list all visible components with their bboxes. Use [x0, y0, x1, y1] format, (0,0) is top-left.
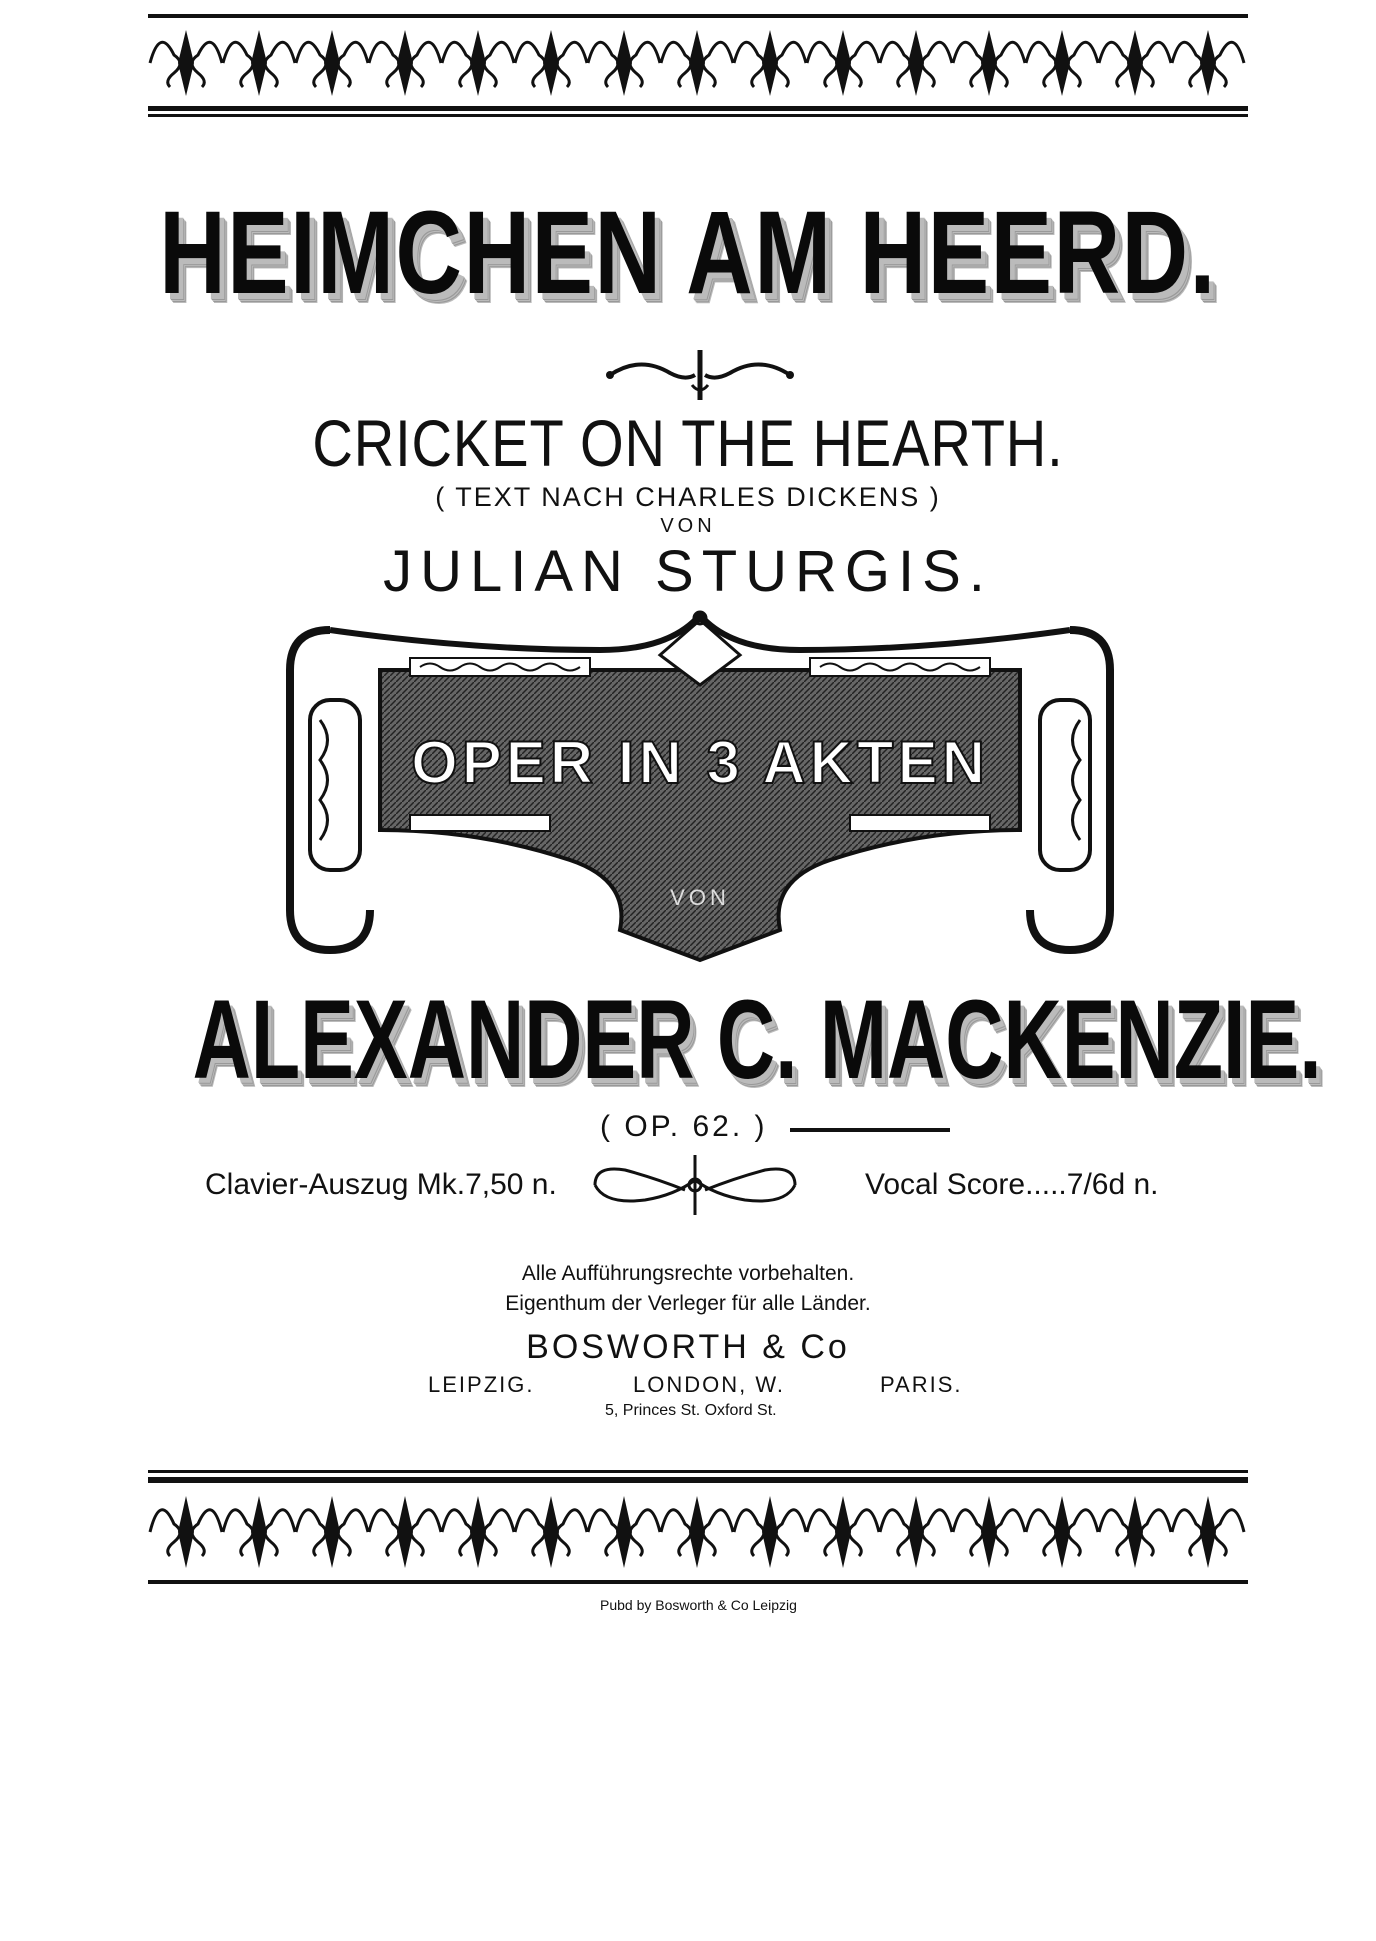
border-leaf-motif: [616, 1496, 632, 1568]
address-block: [605, 1402, 777, 1420]
top-ornamental-border: [148, 8, 1248, 118]
cartouche-label: OPER IN 3 AKTEN: [411, 729, 989, 796]
border-leaf-motif: [397, 30, 413, 96]
border-leaf-motif: [908, 30, 924, 96]
border-leaf-motif: [981, 30, 997, 96]
border-leaf-motif: [1127, 30, 1143, 96]
rights-line2-block: [0, 1292, 1376, 1316]
border-leaf-motif: [178, 30, 194, 96]
cartouche-von-wrap: [270, 885, 1130, 911]
von-block: [0, 515, 1376, 538]
footer-imprint-block: [600, 1597, 797, 1615]
border-leaf-motif: [689, 1496, 705, 1568]
cartouche-von: VON: [670, 885, 730, 910]
rights-line2: Eigenthum der Verleger für alle Länder.: [505, 1292, 871, 1315]
border-leaf-motif: [616, 30, 632, 96]
title-flourish-icon: [600, 345, 800, 405]
border-leaf-motif: [324, 30, 340, 96]
publisher-address: 5, Princes St. Oxford St.: [605, 1402, 777, 1419]
border-leaf-motif: [251, 30, 267, 96]
border-leaf-motif: [543, 1496, 559, 1568]
city-paris: PARIS.: [880, 1372, 963, 1397]
city-leipzig: LEIPZIG.: [428, 1372, 535, 1397]
border-leaf-motif: [762, 30, 778, 96]
opus-rule: [790, 1128, 950, 1132]
text-note-block: [0, 482, 1376, 513]
text-note: ( TEXT NACH CHARLES DICKENS ): [435, 482, 941, 512]
title-german: HEIMCHEN AM HEERD.: [159, 187, 1217, 319]
top-border-ornament-icon: [148, 8, 1248, 118]
border-leaf-motif: [1054, 1496, 1070, 1568]
border-leaf-motif: [1200, 1496, 1216, 1568]
border-leaf-motif: [1054, 30, 1070, 96]
publisher-name: BOSWORTH & Co: [526, 1328, 850, 1366]
border-leaf-motif: [689, 30, 705, 96]
von-label: VON: [660, 515, 716, 537]
border-leaf-motif: [470, 1496, 486, 1568]
opus-block: [600, 1110, 768, 1144]
border-leaf-motif: [178, 1496, 194, 1568]
opus-number: ( OP. 62. ): [600, 1110, 768, 1143]
border-leaf-motif: [543, 30, 559, 96]
librettist-name: JULIAN STURGIS.: [383, 539, 993, 604]
librettist-block: [0, 538, 1376, 605]
border-leaf-motif: [397, 1496, 413, 1568]
city-paris-block: [880, 1372, 963, 1398]
price-right-block: [865, 1168, 1159, 1202]
border-leaf-motif: [762, 1496, 778, 1568]
border-leaf-motif: [251, 1496, 267, 1568]
rights-line1-block: [0, 1262, 1376, 1286]
footer-imprint: Pubd by Bosworth & Co Leipzig: [600, 1597, 797, 1613]
cartouche: [270, 610, 1130, 970]
price-flourish-icon: [585, 1150, 805, 1220]
border-leaf-motif: [1200, 30, 1216, 96]
city-london-block: [633, 1372, 785, 1398]
cartouche-label-wrap: [270, 728, 1130, 797]
title-german-block: [0, 185, 1376, 321]
bottom-ornamental-border: [148, 1470, 1248, 1590]
border-leaf-motif: [835, 1496, 851, 1568]
border-leaf-motif: [1127, 1496, 1143, 1568]
border-leaf-motif: [908, 1496, 924, 1568]
price-right: Vocal Score.....7/6d n.: [865, 1168, 1159, 1201]
title-english: CRICKET ON THE HEARTH.: [312, 406, 1064, 480]
city-leipzig-block: [428, 1372, 534, 1398]
title-english-block: [0, 405, 1376, 481]
composer-name: ALEXANDER C. MACKENZIE.: [192, 977, 1322, 1102]
publisher-name-block: [0, 1328, 1376, 1367]
border-leaf-motif: [470, 30, 486, 96]
border-leaf-motif: [835, 30, 851, 96]
bottom-border-ornament-icon: [148, 1470, 1248, 1590]
border-leaf-motif: [324, 1496, 340, 1568]
price-left: Clavier-Auszug Mk.7,50 n.: [205, 1168, 557, 1201]
border-leaf-motif: [981, 1496, 997, 1568]
city-london: LONDON, W.: [633, 1372, 786, 1397]
price-left-block: [205, 1168, 557, 1202]
composer-block: [0, 975, 1376, 1104]
rights-line1: Alle Aufführungsrechte vorbehalten.: [521, 1262, 855, 1285]
